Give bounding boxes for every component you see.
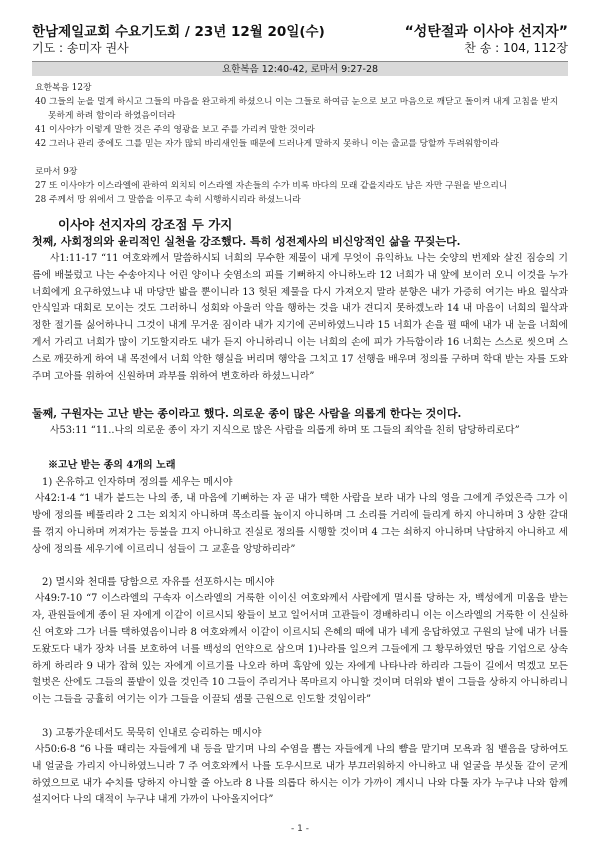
scripture-readings — [35, 81, 568, 207]
church-service-date: 한남제일교회 수요기도회 / 23년 12월 20일(수) — [32, 24, 325, 40]
servant-songs-heading: ※고난 받는 종의 4개의 노래 — [48, 460, 176, 472]
servant-song-title: 2) 멸시와 천대를 당함으로 자유를 선포하시는 메시야 — [42, 577, 275, 589]
header-info-row — [32, 41, 568, 56]
servant-song-quote: 사50:6-8 “6 나를 때리는 자들에게 내 등을 맡기며 나의 수염을 뽑는 자들에게 나의 뺨을 맡기며 모욕과 침 뱉음을 당하여도 내 얼굴을 가리지 아니하였느니라 7 주 여호와께서 나를 도우시므로 내가 부끄러워하지 아니하고 내 얼굴을 부싯돌 같이 굳게 하였으므로 내가 수치를 당하지 아니할 줄 아노라 8 나를 의롭다 하시는 이가 가까이 계시니 나와 다툴 자가 누구냐 나와 함께 설지어다 나의 대적이 누구냐 내게 가까이 나아올지어다” — [32, 743, 568, 806]
point-one — [32, 233, 568, 385]
servant-song-title: 3) 고통가운데서도 묵묵히 인내로 승리하는 메시야 — [42, 727, 262, 739]
servant-song-quote: 사49:7-10 “7 이스라엘의 구속자 이스라엘의 거룩한 이이신 여호와께서 사람에게 멸시를 당하는 자, 백성에게 미움을 받는 자, 관원들에게 종이 된 자에게 이같이 이르시되 왕들이 보고 일어서며 고관들이 경배하리니 이는 이스라엘의 거룩한 이 신실하신 여호와 그가 너를 택하였음이니라 8 여호와께서 이같이 이르시되 은혜의 때에 내가 네게 응답하였고 구원의 날에 내가 너를 도왔도다 내가 장차 너를 보호하여 너를 백성의 언약으로 삼으며 1)나라를 일으켜 그들에게 그 황무하였던 땅을 기업으로 상속하게 하리라 9 내가 잡혀 있는 자에게 이르기를 나오라 하며 흑암에 있는 자에게 나타나라 하리라 그들이 길에서 먹겠고 모든 헐벗은 산에도 그들의 풀밭이 있을 것인즉 10 그들이 주리거나 목마르지 아니할 것이며 더위와 볕이 그들을 상하지 아니하리니 이는 그들을 긍휼히 여기는 이가 그들을 이끌되 샘물 근원으로 인도할 것임이라” — [32, 593, 568, 706]
hymn-numbers: 찬 송 : 104, 112장 — [464, 41, 568, 55]
point-two-quote: 사53:11 “11..나의 의로운 종이 자기 지식으로 많은 사람을 의롭게 하며 또 그들의 죄악을 친히 담당하리로다” — [50, 425, 520, 437]
page-content — [32, 24, 568, 809]
servant-song-title: 1) 온유하고 인자하며 정의를 세우는 메시야 — [42, 477, 233, 489]
servant-song — [32, 725, 568, 809]
point-one-heading: 첫째, 사회정의와 윤리적인 실천을 강조했다. 특히 성전제사의 비신앙적인 삶을 꾸짖는다. — [32, 235, 461, 248]
prayer-leader: 기도 : 송미자 권사 — [32, 41, 129, 55]
scripture-book-title: 로마서 9장 — [35, 167, 78, 177]
servant-song — [32, 574, 568, 709]
sermon-title: “성탄절과 이사야 선지자” — [404, 24, 568, 40]
point-two-heading: 둘째, 구원자는 고난 받는 종이라고 했다. 의로운 종이 많은 사람을 의롭게 한다는 것이다. — [32, 407, 462, 421]
scripture-verse: 41 이사야가 이렇게 말한 것은 주의 영광을 보고 주를 가리켜 말한 것이라 — [35, 125, 315, 135]
point-one-quote: 사1:11-17 “11 여호와께서 말씀하시되 너희의 무수한 제물이 내게 무엇이 유익하뇨 나는 숫양의 번제와 살진 짐승의 기름에 배불렀고 나는 수송아지나 어린 양이나 숫염소의 피를 기뻐하지 아니하노라 12 너희가 내 앞에 보이러 오니 이것을 누가 너희에게 요구하였느냐 내 마당만 밟을 뿐이니라 13 헛된 제물을 다시 가져오지 말라 분향은 내가 가증히 여기는 바요 월삭과 안식일과 대회로 모이는 것도 그러하니 성회와 아울러 악을 행하는 것을 내가 견디지 못하겠노라 14 내 마음이 너희의 월삭과 정한 절기를 싫어하나니 그것이 내게 무거운 짐이라 내가 지기에 곤비하였느니라 15 너희가 손을 펼 때에 내가 내 눈을 너희에게서 가리고 너희가 많이 기도할지라도 내가 듣지 아니하리니 이는 너희의 손에 피가 가득함이라 16 너희는 스스로 씻으며 스스로 깨끗하게 하여 내 목전에서 너희 악한 행실을 버리며 행악을 그치고 17 선행을 배우며 정의를 구하며 학대 받는 자를 도와 주며 고아를 위하여 신원하며 과부를 위하여 변호하라 하셨느니라” — [32, 253, 568, 382]
point-two — [32, 405, 568, 440]
scripture-verse: 27 또 이사야가 이스라엘에 관하여 외치되 이스라엘 자손들의 수가 비록 바다의 모래 같을지라도 남은 자만 구원을 받으리니 — [35, 181, 508, 191]
scripture-verse: 42 그러나 관리 중에도 그를 믿는 자가 많되 바리새인들 때문에 드러나게 말하지 못하니 이는 출교를 당할까 두려워함이라 — [35, 139, 499, 149]
header-title-row — [32, 24, 568, 41]
page-number: - 1 - — [291, 824, 309, 834]
scripture-verse: 28 주께서 땅 위에서 그 말씀을 이루고 속히 시행하시리라 하셨느니라 — [35, 195, 301, 205]
reading-references-bar: 요한복음 12:40-42, 로마서 9:27-28 — [32, 61, 568, 76]
servant-songs-list — [32, 474, 568, 809]
servant-song — [32, 474, 568, 558]
scripture-verse: 40 그들의 눈을 멀게 하시고 그들의 마음을 완고하게 하셨으니 이는 그들로 하여금 눈으로 보고 마음으로 깨닫고 돌이켜 내게 고침을 받지 못하게 하려 함이라 하였음이더라 — [35, 97, 559, 121]
servant-song-quote: 사42:1-4 “1 내가 붙드는 나의 종, 내 마음에 기뻐하는 자 곧 내가 택한 사람을 보라 내가 나의 영을 그에게 주었은즉 그가 이방에 정의를 베풀리라 2 그는 외치지 아니하며 목소리를 높이지 아니하며 그 소리를 거리에 들리게 하지 아니하며 3 상한 갈대를 꺾지 아니하며 꺼져가는 등불을 끄지 아니하고 진실로 정의를 시행할 것이며 4 그는 쇠하지 아니하며 낙담하지 아니하고 세상에 정의를 세우기에 이르리니 섬들이 그 교훈을 앙망하리라” — [32, 493, 568, 555]
section-title: 이사야 선지자의 강조점 두 가지 — [58, 217, 233, 232]
scripture-book-title: 요한복음 12장 — [35, 83, 92, 93]
scripture-spacer — [35, 151, 568, 165]
